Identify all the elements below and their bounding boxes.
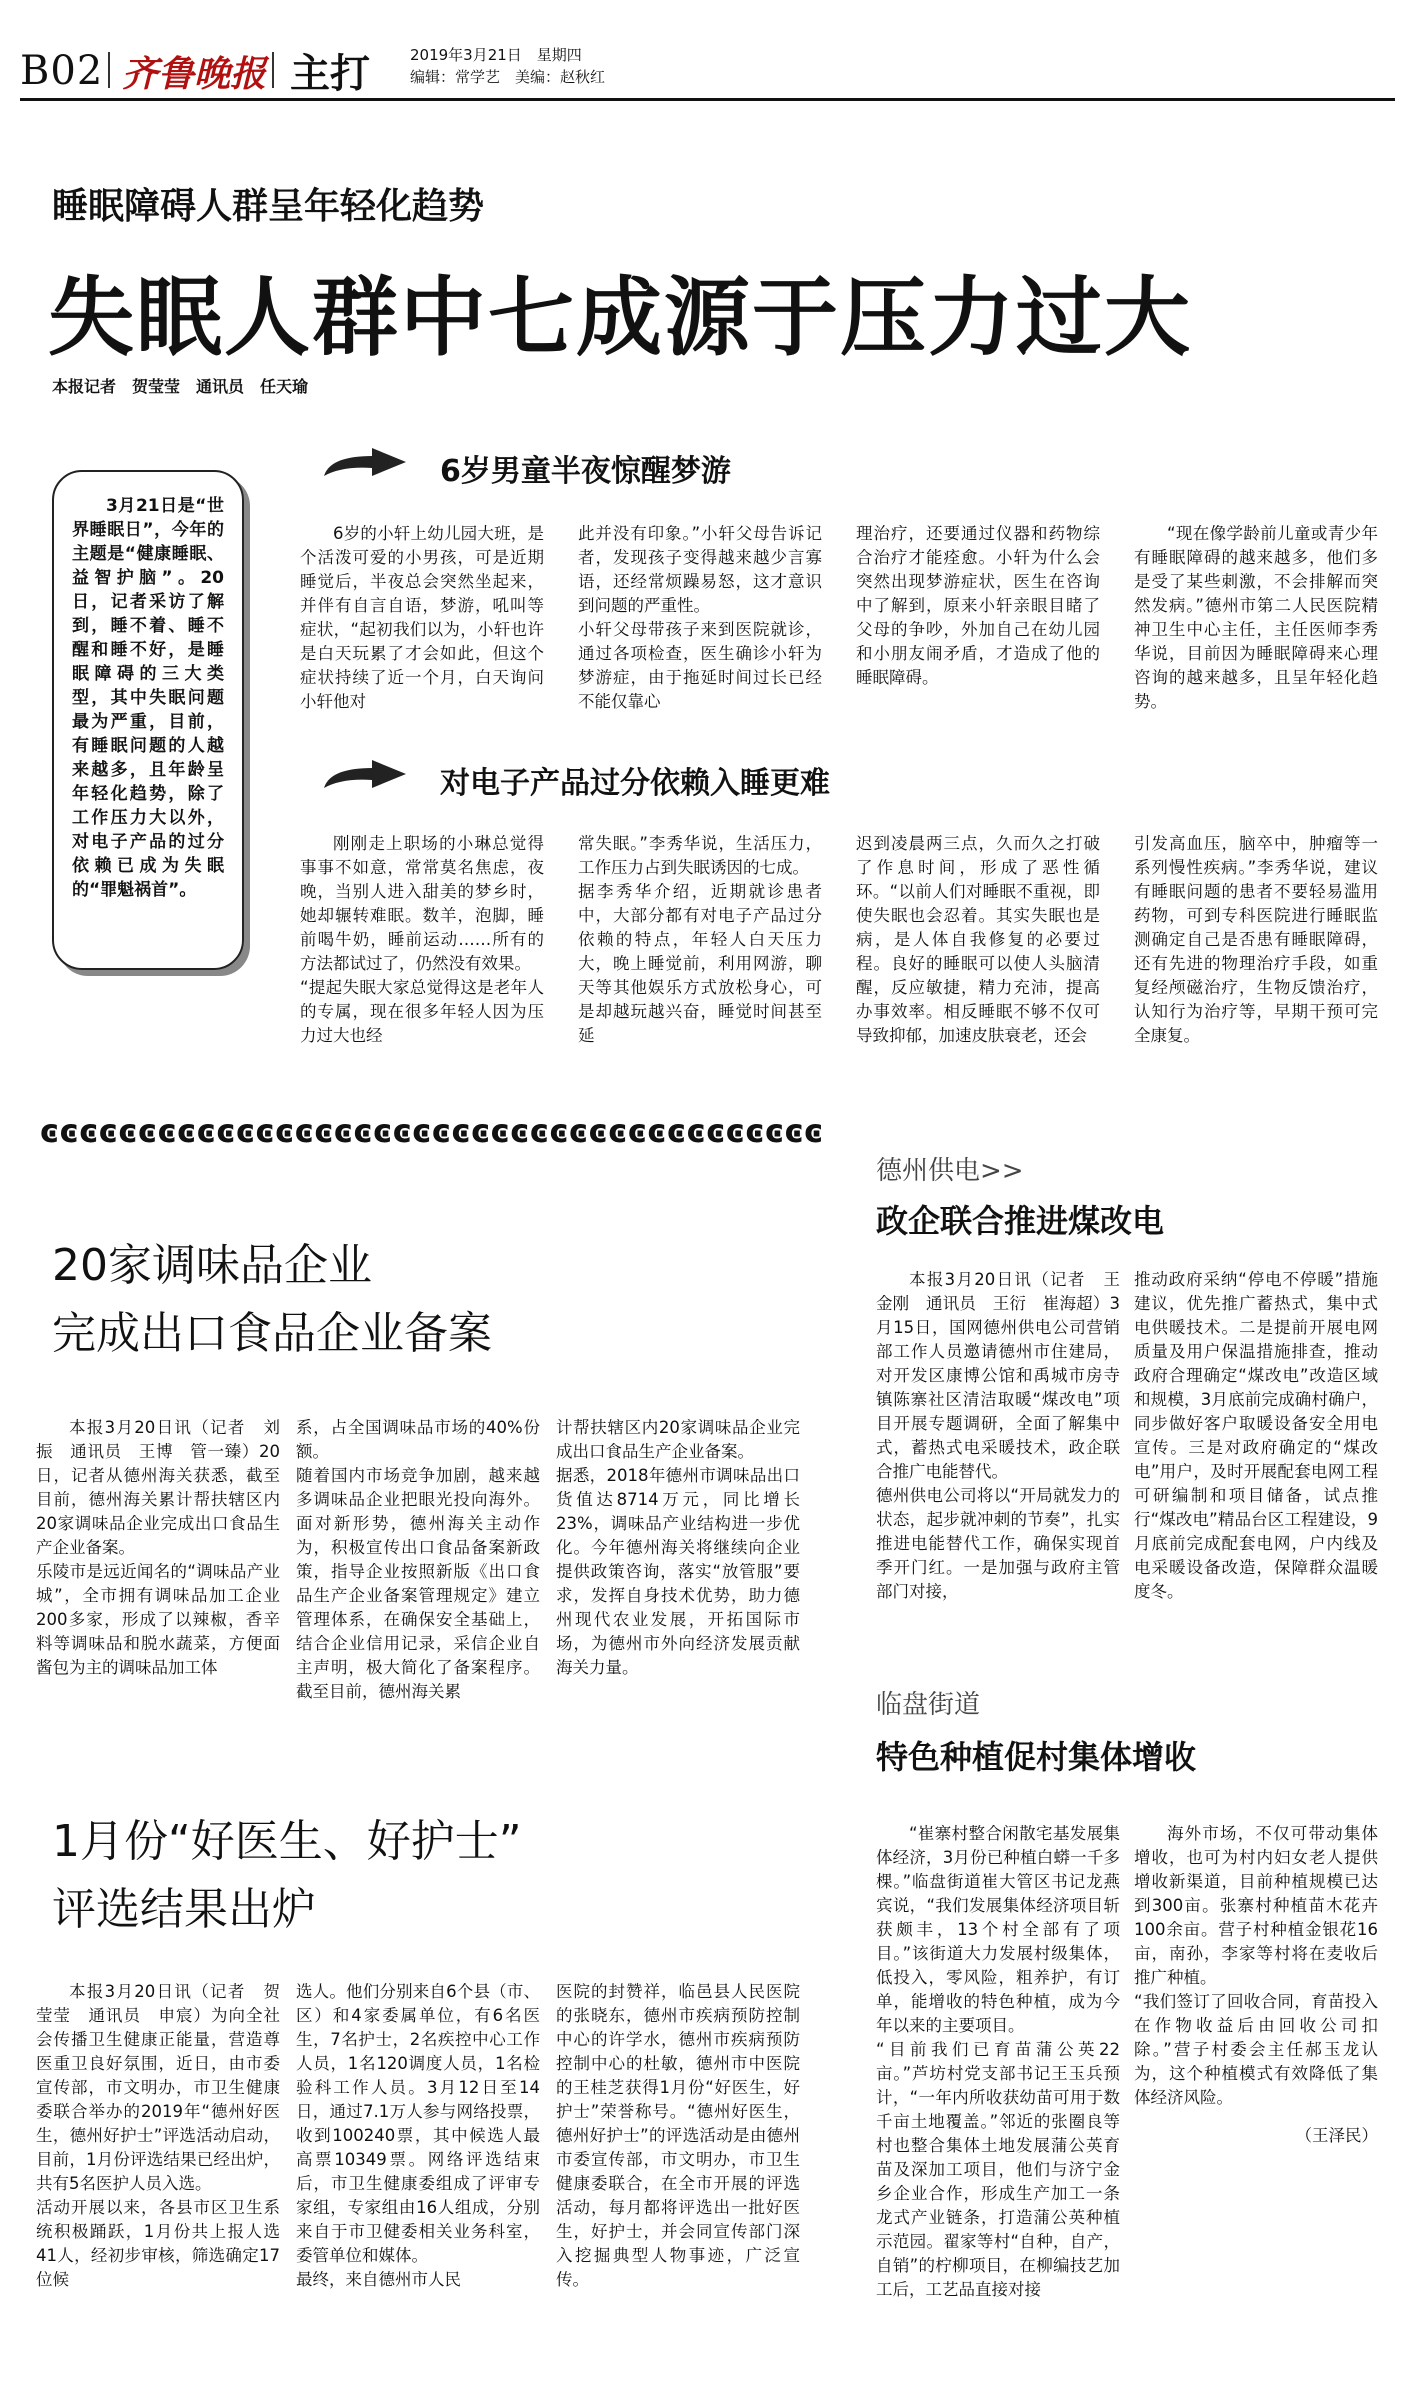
arrow-icon: [320, 446, 410, 484]
intro-callout: 3月21日是“世界睡眠日”，今年的主题是“健康睡眠、益智护脑”。20日，记者采访了解到，睡不着、睡不醒和睡不好，是睡眠障碍的三大类型，其中失眠问题最为严重，目前，有睡眠问题的人越来越多，且年龄呈年轻化趋势，除了工作压力大以外，对电子产品的过分依赖已成为失眠的“罪魁祸首”。: [52, 470, 244, 970]
story2-col-1: 本报3月20日讯（记者 刘振 通讯员 王博 管一臻）20日，记者从德州海关获悉，截至目前，德州海关累计帮扶辖区内20家调味品企业完成出口食品生产企业备案。 乐陵市是远近闻名的“调味品产业城”，全市拥有调味品加工企业200多家，形成了以辣椒，香辛料等调味品和脱水蔬菜，方便面酱包为主的调味品加工体: [36, 1418, 280, 1677]
lead-sub1-col-1: 6岁的小轩上幼儿园大班，是个活泼可爱的小男孩，可是近期睡觉后，半夜总会突然坐起来，并伴有自言自语，梦游，吼叫等症状，“起初我们以为，小轩也许是白天玩累了才会如此，但这个症状持续了近一个月，白天询问小轩他对: [300, 524, 544, 711]
masthead-divider: [272, 52, 274, 88]
lead-byline: 本报记者 贺莹莹 通讯员 任天瑜: [52, 377, 309, 396]
lead-sub1-col-3: 理治疗，还要通过仪器和药物综合治疗才能痊愈。小轩为什么会突然出现梦游症状，医生在咨询中了解到，原来小轩亲眼目睹了父母的争吵，外加自己在幼儿园和小朋友闹矛盾，才造成了他的睡眠障碍。: [856, 524, 1100, 687]
story3-headline: 1月份“好医生、好护士” 评选结果出炉: [52, 1816, 522, 1935]
masthead-rule: [20, 98, 1395, 101]
story5-col-1: “崔寨村整合闲散宅基发展集体经济，3月份已种植白蟒一千多棵。”临盘街道崔大管区书记龙燕宾说，“我们发展集体经济项目斩获颇丰，13个村全部有了项目。”该街道大力发展村级集体，低投入，零风险，粗养护，有订单，能增收的特色种植，成为今年以来的主要项目。 “目前我们已育苗蒲公英22亩。”芦坊村党支部书记王玉兵预计，“一年内所收获幼苗可用于数千亩土地覆盖。”邻近的张圈良等村也整合集体土地发展蒲公英育苗及深加工项目，他们与济宁金乡企业合作，形成生产加工一条龙式产业链条，打造蒲公英种植示范园。翟家等村“自种，自产，自销”的柠柳项目，在柳编技艺加工后，工艺品直接对接: [876, 1824, 1120, 2299]
lead-sub1-col-2: 此并没有印象。”小轩父母告诉记者，发现孩子变得越来越少言寡语，还经常烦躁易怒，这才意识到问题的严重性。 小轩父母带孩子来到医院就诊，通过各项检查，医生确诊小轩为梦游症，由于拖延时间过长已经不能仅靠心: [578, 524, 822, 711]
story5-section-label: 临盘街道: [876, 1690, 981, 1720]
newspaper-logo: 齐鲁晚报: [122, 53, 267, 95]
masthead-divider: [108, 52, 110, 88]
lead-sub2-col-3: 迟到凌晨两三点，久而久之打破了作息时间，形成了恶性循环。“以前人们对睡眠不重视，即使失眠也会忍着。其实失眠也是病，是人体自我修复的必要过程。良好的睡眠可以使人头脑清醒，反应敏捷，精力充沛，提高办事效率。相反睡眠不够不仅可导致抑郁，加速皮肤衰老，还会: [856, 834, 1100, 1045]
story5-col-2: 海外市场，不仅可带动集体增收，也可为村内妇女老人提供增收新渠道，目前种植规模已达到300亩。张寨村种植苗木花卉100余亩。营子村种植金银花16亩，南孙，李家等村将在麦收后推广种植。 “我们签订了回收合同，育苗投入在作物收益后由回收公司扣除。”营子村委会主任郝玉龙认为，这个种植模式有效降低了集体经济风险。: [1134, 1824, 1378, 2107]
lead-sub2-col-1: 刚刚走上职场的小琳总觉得事事不如意，常常莫名焦虑，夜晚，当别人进入甜美的梦乡时，她却辗转难眠。数羊，泡脚，睡前喝牛奶，睡前运动……所有的方法都试过了，仍然没有效果。 “提起失眠大家总觉得这是老年人的专属，现在很多年轻人因为压力过大也经: [300, 834, 544, 1045]
coil-divider: ͼͼͼͼͼͼͼͼͼͼͼͼͼͼͼͼͼͼͼͼͼͼͼͼͼͼͼͼͼͼͼͼͼͼͼͼͼͼͼͼ: [40, 1112, 824, 1150]
date-line: 2019年3月21日 星期四: [410, 46, 582, 64]
story4-section-label: 德州供电>>: [876, 1156, 1024, 1186]
story3-col-1: 本报3月20日讯（记者 贺莹莹 通讯员 申宸）为向全社会传播卫生健康正能量，营造尊医重卫良好氛围，近日，由市委宣传部，市文明办，市卫生健康委联合举办的2019年“德州好医生，德州好护士”评选活动启动，目前，1月份评选结果已经出炉，共有5名医护人员入选。 活动开展以来，各县市区卫生系统积极踊跃，1月份共上报人选41人，经初步审核，筛选确定17位候: [36, 1982, 280, 2289]
arrow-icon: [320, 758, 410, 796]
story3-col-2: 选人。他们分别来自6个县（市、区）和4家委属单位，有6名医生，7名护士，2名疾控中心工作人员，1名120调度人员，1名检验科工作人员。3月12日至14日，通过7.1万人参与网络投票，收到100240票，其中候选人最高票10349票。网络评选结束后，市卫生健康委组成了评审专家组，专家组由16人组成，分别来自于市卫健委相关业务科室，委管单位和媒体。 最终，来自德州市人民: [296, 1982, 540, 2289]
story4-col-2: 推动政府采纳“停电不停暖”措施建议，优先推广蓄热式，集中式电供暖技术。二是提前开展电网质量及用户保温措施排查，推动政府合理确定“煤改电”改造区域和规模，3月底前完成确村确户，同步做好客户取暖设备安全用电宣传。三是对政府确定的“煤改电”用户，及时开展配套电网工程可研编制和项目储备，试点推行“煤改电”精品台区工程建设，9月底前完成配套电网，户内线及电采暖设备改造，保障群众温暖度冬。: [1134, 1270, 1378, 1601]
lead-kicker: 睡眠障碍人群呈年轻化趋势: [52, 186, 485, 227]
lead-sub2-col-2: 常失眠。”李秀华说，生活压力，工作压力占到失眠诱因的七成。 据李秀华介绍，近期就诊患者中，大部分都有对电子产品过分依赖的特点，年轻人白天压力大，晚上睡觉前，利用网游，聊天等其他娱乐方式放松身心，可是却越玩越兴奋，睡觉时间甚至延: [578, 834, 822, 1045]
lead-subheading-2: 对电子产品过分依赖入睡更难: [440, 766, 830, 801]
story4-headline: 政企联合推进煤改电: [876, 1202, 1165, 1240]
lead-headline: 失眠人群中七成源于压力过大: [48, 268, 1192, 368]
lead-subheading-1: 6岁男童半夜惊醒梦游: [440, 454, 731, 489]
story2-headline: 20家调味品企业 完成出口食品企业备案: [52, 1240, 492, 1359]
section-name: 主打: [290, 51, 370, 97]
lead-sub1-col-4: “现在像学龄前儿童或青少年有睡眠障碍的越来越多，他们多是受了某些刺激，不会排解而突然发病。”德州市第二人民医院精神卫生中心主任，主任医师李秀华说，目前因为睡眠障碍来心理咨询的越来越多，且呈年轻化趋势。: [1134, 524, 1378, 711]
story2-col-3: 计帮扶辖区内20家调味品企业完成出口食品生产企业备案。 据悉，2018年德州市调味品出口货值达8714万元，同比增长23%，调味品产业结构进一步优化。今年德州海关将继续向企业提供政策咨询，落实“放管服”要求，发挥自身技术优势，助力德州现代农业发展，开拓国际市场，为德州市外向经济发展贡献海关力量。: [556, 1418, 800, 1677]
story5-author: （王泽民）: [1295, 2126, 1378, 2145]
editors-line: 编辑：常学艺 美编：赵秋红: [410, 68, 606, 86]
story2-col-2: 系，占全国调味品市场的40%份额。 随着国内市场竞争加剧，越来越多调味品企业把眼光投向海外。面对新形势，德州海关主动作为，积极宣传出口食品备案新政策，指导企业按照新版《出口食品生产企业备案管理规定》建立管理体系，在确保安全基础上，结合企业信用记录，采信企业自主声明，极大简化了备案程序。截至目前，德州海关累: [296, 1418, 540, 1701]
story4-col-1: 本报3月20日讯（记者 王金刚 通讯员 王衍 崔海超）3月15日，国网德州供电公司营销部工作人员邀请德州市住建局，对开发区康博公馆和禹城市房寺镇陈寨社区清洁取暖“煤改电”项目开展专题调研，全面了解集中式，蓄热式电采暖技术，政企联合推广电能替代。 德州供电公司将以“开局就发力的状态，起步就冲刺的节奏”，扎实推进电能替代工作，确保实现首季开门红。一是加强与政府主管部门对接，: [876, 1270, 1120, 1601]
story3-col-3: 医院的封赞祥，临邑县人民医院的张晓东，德州市疾病预防控制中心的许学水，德州市疾病预防控制中心的杜敏，德州市中医院的王桂芝获得1月份“好医生，好护士”荣誉称号。“德州好医生，德州好护士”的评选活动是由德州市委宣传部，市文明办，市卫生健康委联合，在全市开展的评选活动，每月都将评选出一批好医生，好护士，并会同宣传部门深入挖掘典型人物事迹，广泛宣传。: [556, 1982, 800, 2289]
story5-headline: 特色种植促村集体增收: [876, 1738, 1197, 1776]
page-code: B02: [20, 48, 104, 94]
lead-sub2-col-4: 引发高血压，脑卒中，肿瘤等一系列慢性疾病。”李秀华说，建议有睡眠问题的患者不要轻易滥用药物，可到专科医院进行睡眠监测确定自己是否患有睡眠障碍，还有先进的物理治疗手段，如重复经颅磁治疗，生物反馈治疗，认知行为治疗等，早期干预可完全康复。: [1134, 834, 1378, 1045]
